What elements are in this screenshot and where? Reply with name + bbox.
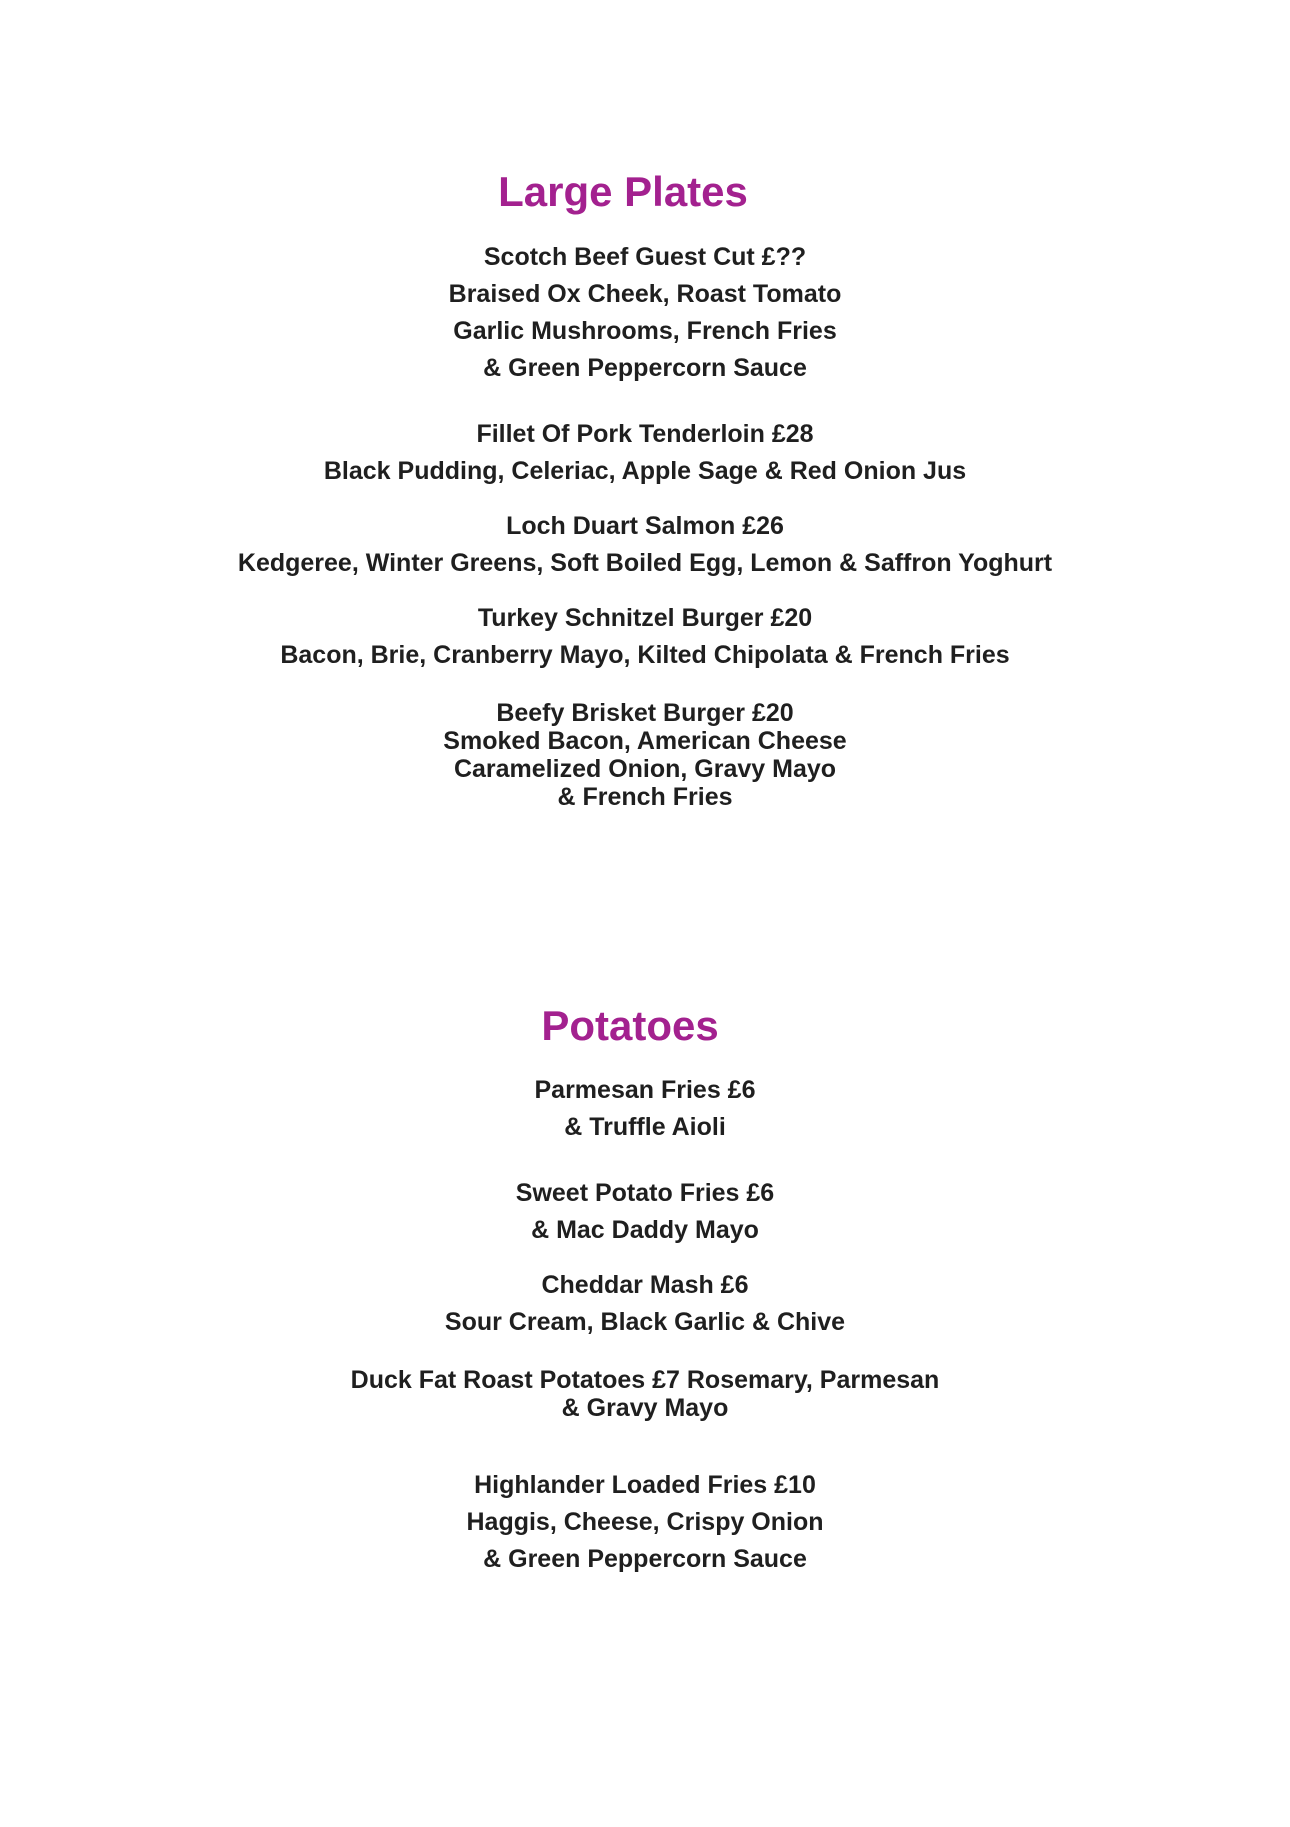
dish-description: & Truffle Aioli (564, 1113, 726, 1141)
dish-title: Scotch Beef Guest Cut £?? (483, 243, 807, 271)
dish-title: Fillet Of Pork Tenderloin £28 (476, 420, 814, 448)
dish-description: Garlic Mushrooms, French Fries (453, 317, 837, 345)
dish-beefy-brisket-burger (0, 699, 1290, 811)
dish-description: & Gravy Mayo (561, 1394, 729, 1422)
dish-scotch-beef (0, 239, 1290, 387)
dish-title: Turkey Schnitzel Burger £20 (477, 604, 813, 632)
dish-description: Haggis, Cheese, Crispy Onion (466, 1508, 824, 1536)
dish-description: & French Fries (557, 783, 733, 811)
dish-description: Black Pudding, Celeriac, Apple Sage & Red Onion Jus (323, 457, 967, 485)
dish-description: & Mac Daddy Mayo (531, 1216, 759, 1244)
side-duck-fat-roast-potatoes (0, 1366, 1290, 1422)
dish-description: Bacon, Brie, Cranberry Mayo, Kilted Chipolata & French Fries (280, 641, 1010, 669)
dish-title: Cheddar Mash £6 (541, 1271, 749, 1299)
dish-description: Caramelized Onion, Gravy Mayo (453, 755, 837, 783)
dish-description: & Green Peppercorn Sauce (483, 354, 807, 382)
side-cheddar-mash (0, 1267, 1290, 1341)
dish-title: Parmesan Fries £6 (534, 1076, 756, 1104)
side-sweet-potato-fries (0, 1175, 1290, 1249)
side-parmesan-fries (0, 1072, 1290, 1146)
dish-description: Kedgeree, Winter Greens, Soft Boiled Egg, Lemon & Saffron Yoghurt (237, 549, 1053, 577)
dish-description: Smoked Bacon, American Cheese (443, 727, 847, 755)
dish-title: Sweet Potato Fries £6 (515, 1179, 775, 1207)
dish-loch-duart-salmon (0, 508, 1290, 582)
dish-description: & Green Peppercorn Sauce (483, 1545, 807, 1573)
dish-turkey-schnitzel-burger (0, 600, 1290, 674)
dish-title: Loch Duart Salmon £26 (506, 512, 784, 540)
large-plates-heading: Large Plates (498, 168, 748, 215)
dish-pork-tenderloin (0, 416, 1290, 490)
dish-description: Sour Cream, Black Garlic & Chive (444, 1308, 846, 1336)
side-highlander-loaded-fries (0, 1467, 1290, 1578)
potatoes-heading: Potatoes (541, 1002, 719, 1049)
dish-title: Beefy Brisket Burger £20 (496, 699, 794, 727)
dish-title: Duck Fat Roast Potatoes £7 Rosemary, Parmesan (350, 1366, 940, 1394)
dish-title: Highlander Loaded Fries £10 (474, 1471, 816, 1499)
dish-description: Braised Ox Cheek, Roast Tomato (448, 280, 842, 308)
